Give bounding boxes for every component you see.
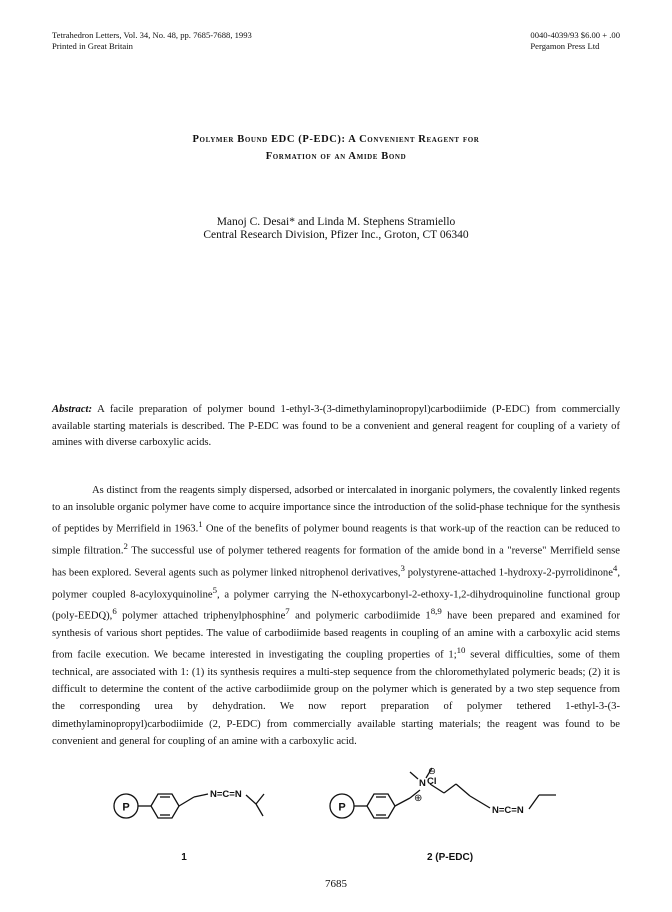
reference-superscript: 3 (400, 562, 405, 573)
abstract (52, 402, 620, 452)
paper-title (60, 131, 612, 165)
bond (529, 795, 539, 809)
ammonium-nitrogen-label: N (419, 778, 426, 789)
reference-superscript: 10 (456, 645, 466, 656)
journal-citation: Tetrahedron Letters, Vol. 34, No. 48, pp. 7685-7688, 1993 (52, 30, 252, 40)
body-segment: One of the benefits of polymer bound reagents is that work-up of the reaction can be reduced to simple filtration. (52, 523, 620, 557)
compound-2-label: 2 (P-EDC) (426, 852, 474, 863)
compound-1-structure (114, 789, 264, 863)
title-line-2: Formation of an Amide Bond (265, 151, 407, 162)
carbodiimide-label: N=C=N (492, 805, 524, 816)
printed-in: Printed in Great Britain (52, 41, 133, 51)
bond (179, 797, 194, 806)
body-segment: , polymer coupled 8-acyloxyquinoline (52, 567, 620, 601)
chemical-scheme (52, 762, 620, 872)
intro-paragraph (52, 482, 620, 750)
body-segment: The successful use of polymer tethered reagents for formation of the amide bond in a "reverse" Merrifield sense has been explored. Several agents such as polymer linked nitrophenol derivatives, (52, 545, 620, 579)
issn-price: 0040-4039/93 $6.00 + .00 (530, 30, 620, 40)
reference-superscript: 6 (112, 606, 117, 617)
reference-superscript: 5 (212, 584, 218, 595)
bond (256, 804, 263, 816)
bond (470, 796, 490, 808)
body-text (52, 482, 620, 750)
bond (246, 795, 256, 804)
reference-superscript: 8,9 (430, 606, 442, 617)
bond (395, 798, 410, 806)
bond (256, 794, 264, 804)
body-segment: have been prepared and examined for synthesis of various short peptides. The value of carbodiimide based reagents in coupling of an amine with a carboxylic acid stems from facile execution. We became interested in investigating the coupling properties of 1; (52, 610, 620, 661)
body-segment: several difficulties, some of them technical, are associated with 1: (1) its synthesis requires a multi-step sequence from the chloromethylated polymeric beads; (2) it is difficult to determine the content of the active carbodiimide group on the polymer which is generated by a two step sequence from the corresponding urea by dehydration. We now report preparation of polymer tethered 1-ethyl-3-(3-dimethylaminopropyl)carbodiimide (2, P-EDC) from commercially available starting materials; the reagent was found to be convenient and general for coupling of an amine with a carboxylic acid. (52, 649, 620, 747)
bond (444, 784, 456, 793)
abstract-text: A facile preparation of polymer bound 1-ethyl-3-(3-dimethylaminopropyl)carbodiimide (P-EDC) from commercially available starting materials is described. The P-EDC was found to be a convenient and general reagent for coupling of a variety of amines with diverse carboxylic acids. (52, 404, 620, 448)
polymer-label: P (338, 801, 346, 814)
reference-superscript: 2 (123, 541, 128, 552)
carbodiimide-label: N=C=N (210, 789, 242, 800)
body-segment: polymer attached triphenylphosphine (116, 610, 286, 622)
author-affiliation: Central Research Division, Pfizer Inc., Groton, CT 06340 (203, 229, 469, 241)
body-segment: , a polymer carrying the N-ethoxycarbonyl-2-ethoxy-1,2-dihydroquinoline functional group (poly-EEDQ), (52, 589, 620, 622)
negative-charge-icon: ⊖ (428, 766, 436, 777)
compound-2-structure (330, 766, 556, 863)
reference-superscript: 7 (285, 606, 290, 617)
reference-superscript: 1 (198, 519, 203, 530)
methyl-bond (410, 772, 418, 779)
structure-drawing (52, 762, 620, 872)
body-segment: As distinct from the reagents simply dispersed, adsorbed or intercalated in inorganic polymers, the covalently linked regents to an insoluble organic polymer have come to acquire importance since the introduction of the solid-phase technique for the synthesis of peptides by Merrifield in 1963. (52, 485, 620, 535)
journal-header (52, 30, 252, 52)
abstract-label: Abstract: (52, 404, 93, 415)
publisher: Pergamon Press Ltd (530, 41, 600, 51)
page-number: 7685 (325, 878, 347, 890)
compound-1-label: 1 (181, 852, 187, 863)
author-block (60, 216, 612, 242)
bond (456, 784, 470, 796)
positive-charge-icon: ⊕ (414, 793, 423, 804)
price-header (530, 30, 620, 52)
chloride-label: Cl (427, 776, 437, 787)
title-line-1: Polymer Bound EDC (P-EDC): A Convenient Reagent for (192, 134, 480, 145)
body-segment: polystyrene-attached 1-hydroxy-2-pyrrolidinone (404, 567, 613, 579)
author-names: Manoj C. Desai* and Linda M. Stephens Stramiello (216, 216, 456, 228)
body-segment: and polymeric carbodiimide 1 (289, 610, 431, 622)
polymer-label: P (122, 801, 130, 814)
reference-superscript: 4 (612, 562, 618, 573)
bond (194, 794, 208, 797)
